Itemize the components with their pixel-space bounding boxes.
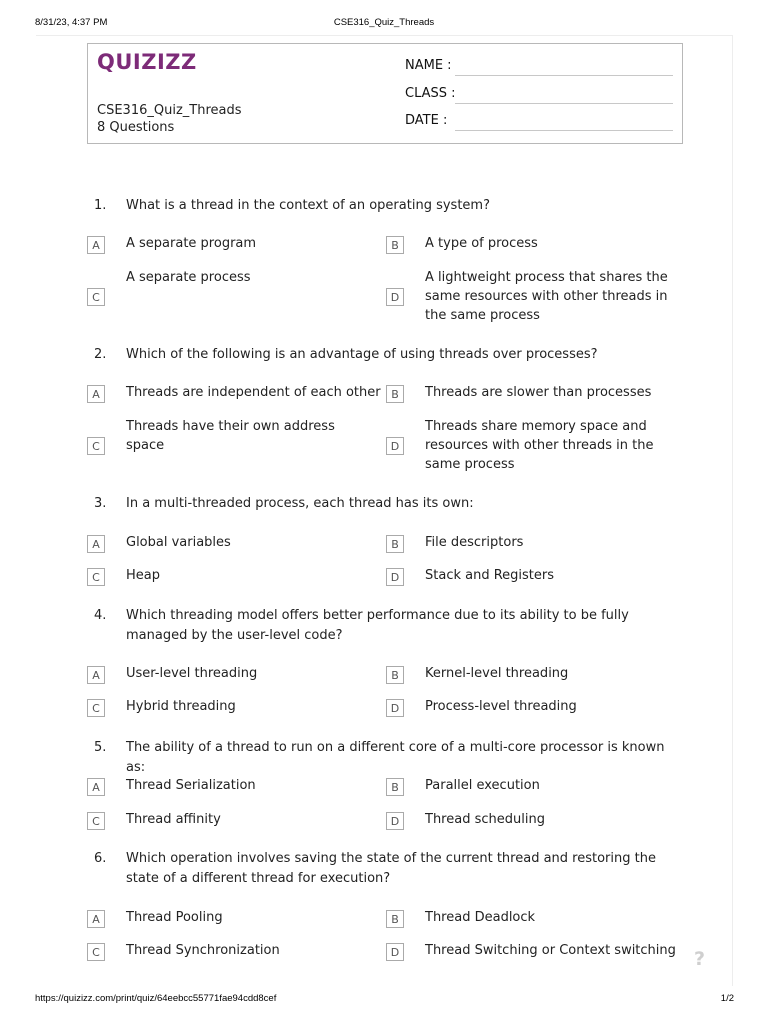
question-text: Which operation involves saving the state of the current thread and restoring the state of a different thread for execution? bbox=[126, 851, 656, 886]
option-b-text: File descriptors bbox=[425, 535, 524, 550]
option-d-text: Stack and Registers bbox=[425, 568, 555, 583]
option-c-text: Heap bbox=[126, 568, 160, 583]
option-d-box[interactable]: D bbox=[386, 568, 404, 586]
option-a-text: User-level threading bbox=[126, 666, 258, 681]
class-label: CLASS : bbox=[405, 86, 456, 101]
option-c-box[interactable]: C bbox=[87, 943, 105, 961]
option-d-text: Thread Switching or Context switching bbox=[425, 943, 676, 958]
option-a-text: Thread Pooling bbox=[126, 910, 223, 925]
question-number: 4. bbox=[94, 608, 107, 623]
quiz-header-box bbox=[87, 43, 683, 144]
option-b-text: Thread Deadlock bbox=[425, 910, 536, 925]
option-c-text: Thread Synchronization bbox=[126, 943, 280, 958]
option-b-text: Threads are slower than processes bbox=[425, 385, 652, 400]
print-page-number: 1/2 bbox=[720, 993, 734, 1004]
question-text: The ability of a thread to run on a different core of a multi-core processor is known as: bbox=[126, 740, 665, 775]
date-label: DATE : bbox=[405, 113, 448, 128]
option-a-box[interactable]: A bbox=[87, 535, 105, 553]
question-number: 2. bbox=[94, 347, 107, 362]
question-number: 1. bbox=[94, 198, 107, 213]
option-c-box[interactable]: C bbox=[87, 812, 105, 830]
option-b-box[interactable]: B bbox=[386, 385, 404, 403]
option-c-box[interactable]: C bbox=[87, 288, 105, 306]
option-a-text: Thread Serialization bbox=[126, 778, 256, 793]
option-a-box[interactable]: A bbox=[87, 910, 105, 928]
option-d-box[interactable]: D bbox=[386, 437, 404, 455]
option-b-box[interactable]: B bbox=[386, 910, 404, 928]
option-c-box[interactable]: C bbox=[87, 437, 105, 455]
option-d-text: Thread scheduling bbox=[425, 812, 545, 827]
option-c-text: A separate process bbox=[126, 270, 251, 285]
question-number: 3. bbox=[94, 496, 107, 511]
quiz-title: CSE316_Quiz_Threads bbox=[97, 103, 242, 118]
question-number: 5. bbox=[94, 740, 107, 755]
option-c-box[interactable]: C bbox=[87, 699, 105, 717]
option-a-text: A separate program bbox=[126, 236, 257, 251]
option-a-box[interactable]: A bbox=[87, 236, 105, 254]
quizizz-logo: QUIZIZZ bbox=[97, 50, 197, 74]
print-header bbox=[0, 17, 768, 31]
name-line bbox=[455, 75, 673, 76]
option-b-text: Kernel-level threading bbox=[425, 666, 569, 681]
question-text: Which of the following is an advantage of using threads over processes? bbox=[126, 347, 598, 362]
option-d-text: A lightweight process that shares the same resources with other threads in the same process bbox=[425, 270, 668, 323]
option-a-box[interactable]: A bbox=[87, 666, 105, 684]
option-d-text: Process-level threading bbox=[425, 699, 577, 714]
class-line bbox=[455, 103, 673, 104]
print-footer bbox=[0, 993, 768, 1007]
print-page-title: CSE316_Quiz_Threads bbox=[333, 17, 435, 28]
option-c-text: Hybrid threading bbox=[126, 699, 236, 714]
option-b-box[interactable]: B bbox=[386, 778, 404, 796]
option-a-box[interactable]: A bbox=[87, 778, 105, 796]
help-icon[interactable]: ? bbox=[694, 948, 706, 970]
option-d-box[interactable]: D bbox=[386, 812, 404, 830]
option-c-box[interactable]: C bbox=[87, 568, 105, 586]
print-datetime: 8/31/23, 4:37 PM bbox=[35, 17, 108, 28]
date-line bbox=[455, 130, 673, 131]
option-a-text: Threads are independent of each other bbox=[126, 385, 381, 400]
option-a-text: Global variables bbox=[126, 535, 231, 550]
option-c-text: Threads have their own address space bbox=[126, 419, 335, 453]
option-b-box[interactable]: B bbox=[386, 666, 404, 684]
question-text: Which threading model offers better performance due to its ability to be fully managed by the user-level code? bbox=[126, 608, 629, 643]
option-b-text: A type of process bbox=[425, 236, 538, 251]
name-label: NAME : bbox=[405, 58, 452, 73]
question-text: What is a thread in the context of an operating system? bbox=[126, 198, 490, 213]
print-url: https://quizizz.com/print/quiz/64eebcc55771fae94cdd8cef bbox=[35, 993, 277, 1004]
option-d-box[interactable]: D bbox=[386, 943, 404, 961]
question-count: 8 Questions bbox=[97, 120, 175, 135]
option-b-box[interactable]: B bbox=[386, 535, 404, 553]
option-a-box[interactable]: A bbox=[87, 385, 105, 403]
option-c-text: Thread affinity bbox=[126, 812, 221, 827]
question-number: 6. bbox=[94, 851, 107, 866]
option-b-box[interactable]: B bbox=[386, 236, 404, 254]
option-d-text: Threads share memory space and resources with other threads in the same process bbox=[425, 419, 654, 472]
option-d-box[interactable]: D bbox=[386, 288, 404, 306]
option-b-text: Parallel execution bbox=[425, 778, 540, 793]
question-text: In a multi-threaded process, each thread has its own: bbox=[126, 496, 474, 511]
option-d-box[interactable]: D bbox=[386, 699, 404, 717]
